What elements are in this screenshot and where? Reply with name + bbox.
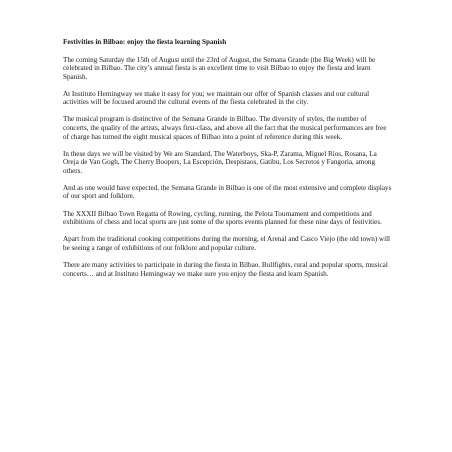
- document-title: Festivities in Bilbao: enjoy the fiesta learning Spanish: [63, 38, 227, 46]
- paragraph-8: There are many activities to participate in during the fiesta in Bilbao. Bullfights, rural and popular sports, musical concerts… and at Instituto Hemingway we make sure you enjoy the fiesta and learn Spanish.: [63, 261, 388, 278]
- paragraph-6: The XXXII Bilbao Town Regatta of Rowing, cycling, running, the Pelota Tournament and competitions and exhibitions of chess and local sports are just some of the sports events planned for these nine days of festivities.: [63, 209, 382, 227]
- paragraph-3: The musical program is distinctive of the Semana Grande in Bilbao. The diversity of styles, the number of concerts, the quality of the artists, always first-class, and above all the fact that the musical performances are free of charge has turned the eight musical spaces of Bilbao into a point of reference during this week.: [63, 115, 387, 141]
- paragraph-2: At Instituto Hemingway we make it easy for you; we maintain our offer of Spanish classes and our cultural activities will be focused around the cultural events of the fiesta celebrated in the city.: [63, 89, 370, 107]
- paragraph-5: And as one would have expected, the Semana Grande in Bilbao is one of the most extensive and complete displays of our sport and folklore.: [63, 183, 392, 201]
- paragraph-7: Apart from the traditional cooking competitions during the morning, el Arenal and Casco Viejo (the old town) will be seeing a range of exhibitions of our folklore and popular culture.: [63, 235, 391, 252]
- document-page: [63, 38, 393, 287]
- paragraph-1: The coming Saturday the 15th of August until the 23rd of August, the Semana Grande (the Big Week) will be celebrated in Bilbao. The city’s annual fiesta is an excellent time to visit Bilbao to enjoy the fiesta and learn Spanish.: [63, 55, 376, 81]
- paragraph-4: In these days we will be visited by We are Standard, The Waterboys, Ska-P, Zarama, Miguel Ríos, Rosana, La Oreja de Van Gogh, The Cherry Boopers, La Escepción, Despistaos, Gatibu, Los Secretos y Fangoria, among others.: [63, 149, 377, 175]
